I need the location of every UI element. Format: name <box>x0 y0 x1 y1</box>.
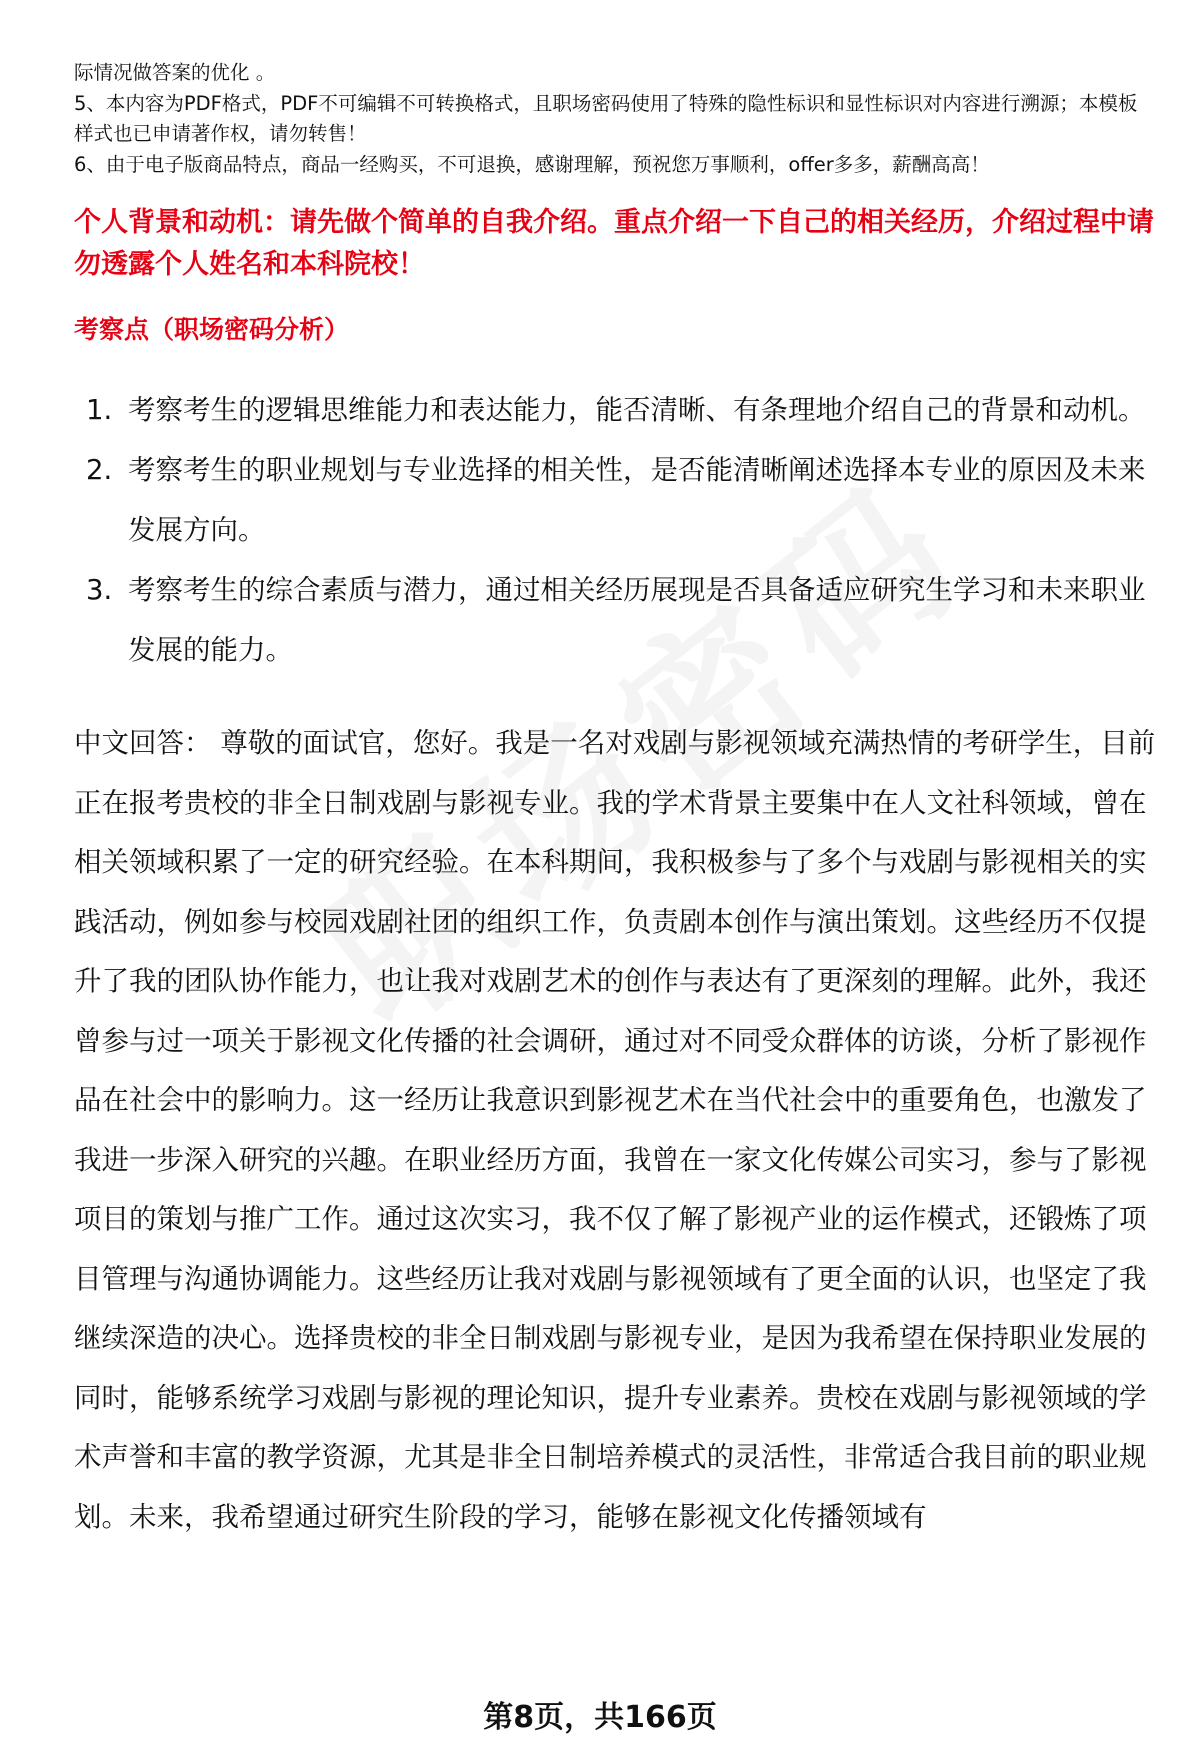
list-item-number: 2. <box>86 454 113 486</box>
list-item-text: 考察考生的逻辑思维能力和表达能力，能否清晰、有条理地介绍自己的背景和动机。 <box>128 394 1146 426</box>
notice-line: 际情况做答案的优化 。 <box>74 61 276 84</box>
list-item-text: 考察考生的职业规划与专业选择的相关性，是否能清晰阐述选择本专业的原因及未来发展方向。 <box>128 454 1146 546</box>
answer-paragraph: 中文回答： 尊敬的面试官，您好。我是一名对戏剧与影视领域充满热情的考研学生，目前正在报考贵校的非全日制戏剧与影视专业。我的学术背景主要集中在人文社科领域，曾在相关领域积累了一定的研究经验。在本科期间，我积极参与了多个与戏剧与影视相关的实践活动，例如参与校园戏剧社团的组织工作，负责剧本创作与演出策划。这些经历不仅提升了我的团队协作能力，也让我对戏剧艺术的创作与表达有了更深刻的理解。此外，我还曾参与过一项关于影视文化传播的社会调研，通过对不同受众群体的访谈，分析了影视作品在社会中的影响力。这一经历让我意识到影视艺术在当代社会中的重要角色，也激发了我进一步深入研究的兴趣。在职业经历方面，我曾在一家文化传媒公司实习，参与了影视项目的策划与推广工作。通过这次实习，我不仅了解了影视产业的运作模式，还锻炼了项目管理与沟通协调能力。这些经历让我对戏剧与影视领域有了更全面的认识，也坚定了我继续深造的决心。选择贵校的非全日制戏剧与影视专业，是因为我希望在保持职业发展的同时，能够系统学习戏剧与影视的理论知识，提升专业素养。贵校在戏剧与影视领域的学术声誉和丰富的教学资源，尤其是非全日制培养模式的灵活性，非常适合我目前的职业规划。未来，我希望通过研究生阶段的学习，能够在影视文化传播领域有 <box>74 727 1156 1533</box>
notice-block <box>74 58 1156 180</box>
list-item-text: 考察考生的综合素质与潜力，通过相关经历展现是否具备适应研究生学习和未来职业发展的能力。 <box>128 574 1146 666</box>
list-item <box>74 380 1156 440</box>
analysis-title: 考察点（职场密码分析） <box>74 315 350 344</box>
list-item-number: 3. <box>86 574 113 606</box>
list-item <box>74 440 1156 560</box>
page-number: 第8页，共166页 <box>483 1700 717 1735</box>
notice-line: 6、由于电子版商品特点，商品一经购买，不可退换，感谢理解，预祝您万事顺利，offer多多，薪酬高高！ <box>74 152 990 176</box>
notice-line: 5、本内容为PDF格式，PDF不可编辑不可转换格式，且职场密码使用了特殊的隐性标识和显性标识对内容进行溯源；本模板样式也已申请著作权，请勿转售！ <box>74 91 1138 145</box>
question-heading: 个人背景和动机：请先做个简单的自我介绍。重点介绍一下自己的相关经历，介绍过程中请勿透露个人姓名和本科院校！ <box>74 207 1154 280</box>
list-item-number: 1. <box>86 394 113 426</box>
document-page <box>74 58 1156 1547</box>
list-item <box>74 560 1156 680</box>
analysis-points-list <box>74 380 1156 680</box>
